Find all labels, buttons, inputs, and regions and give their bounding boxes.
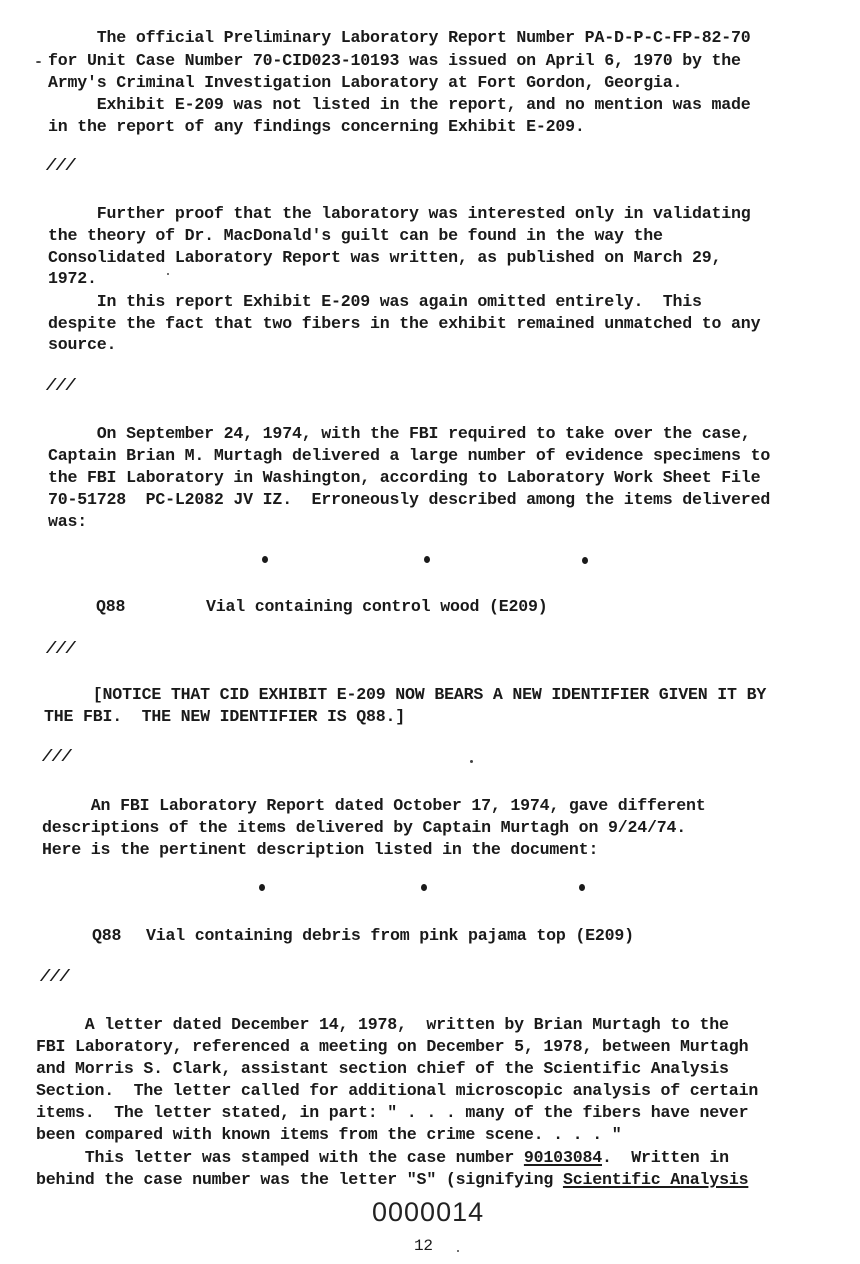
para2-line1: Further proof that the laboratory was interested only in validating [48, 204, 751, 223]
separator: /// [46, 639, 76, 658]
scan-speck [167, 273, 169, 275]
para3-line5: was: [48, 512, 88, 531]
para5-line7-end: . Written in [601, 1148, 729, 1167]
item2-description: Vial containing debris from pink pajama top (E209) [146, 926, 634, 945]
para3-line3: the FBI Laboratory in Washington, according to Laboratory Work Sheet File [48, 468, 761, 487]
para5-line5: items. The letter stated, in part: " . . . many of the fibers have never [36, 1103, 749, 1122]
para2-line4: 1972. [48, 269, 97, 288]
item1-code: Q88 [96, 597, 126, 616]
para2-line5: In this report Exhibit E-209 was again omitted entirely. This [48, 292, 702, 311]
para5-line3: and Morris S. Clark, assistant section chief of the Scientific Analysis [36, 1059, 729, 1078]
scan-speck [457, 1250, 459, 1252]
para1-line4: Exhibit E-209 was not listed in the report, and no mention was made [48, 95, 751, 114]
ellipsis-dot [262, 556, 268, 563]
separator: /// [46, 376, 76, 395]
separator: /// [42, 747, 72, 766]
notice-line2: THE FBI. THE NEW IDENTIFIER IS Q88.] [44, 707, 406, 726]
para5-line4: Section. The letter called for additional microscopic analysis of certain [36, 1081, 759, 1100]
para2-line7: source. [48, 335, 117, 354]
ellipsis-dot [259, 884, 265, 891]
para1-line3: Army's Criminal Investigation Laboratory at Fort Gordon, Georgia. [48, 73, 683, 92]
scan-speck [36, 61, 41, 63]
ellipsis-dot [582, 557, 588, 564]
para3-line4: 70-51728 PC-L2082 JV IZ. Erroneously described among the items delivered [48, 490, 771, 509]
para2-line3: Consolidated Laboratory Report was written, as published on March 29, [48, 248, 722, 267]
para2-line6: despite the fact that two fibers in the exhibit remained unmatched to any [48, 314, 761, 333]
para5-line2: FBI Laboratory, referenced a meeting on December 5, 1978, between Murtagh [36, 1037, 749, 1056]
para4-line2: descriptions of the items delivered by Captain Murtagh on 9/24/74. [42, 818, 687, 837]
separator: /// [46, 156, 76, 175]
bates-stamp: 0000014 [372, 1197, 485, 1227]
para5-line7 [36, 1147, 729, 1169]
notice-line1: [NOTICE THAT CID EXHIBIT E-209 NOW BEARS A NEW IDENTIFIER GIVEN IT BY [44, 685, 767, 704]
scientific-analysis-text: Scientific Analysis [562, 1170, 749, 1189]
ellipsis-dot [424, 556, 430, 563]
para5-line8-start: behind the case number was the letter "S" (signifying [36, 1170, 563, 1189]
item2-code: Q88 [92, 926, 122, 945]
para1-line1: The official Preliminary Laboratory Report Number PA-D-P-C-FP-82-70 [48, 28, 751, 47]
para4-line3: Here is the pertinent description listed in the document: [42, 840, 599, 859]
para4-line1: An FBI Laboratory Report dated October 17, 1974, gave different [42, 796, 706, 815]
page-number: 12 [414, 1237, 433, 1255]
para1-line5: in the report of any findings concerning Exhibit E-209. [48, 117, 585, 136]
para5-line8 [36, 1169, 748, 1191]
separator: /// [40, 967, 70, 986]
scan-speck [470, 760, 473, 763]
ellipsis-dot [579, 884, 585, 891]
para5-line1: A letter dated December 14, 1978, written by Brian Murtagh to the [36, 1015, 729, 1034]
para3-line1: On September 24, 1974, with the FBI required to take over the case, [48, 424, 751, 443]
para5-line6: been compared with known items from the crime scene. . . . " [36, 1125, 622, 1144]
para3-line2: Captain Brian M. Murtagh delivered a large number of evidence specimens to [48, 446, 771, 465]
item1-description: Vial containing control wood (E209) [206, 597, 548, 616]
para2-line2: the theory of Dr. MacDonald's guilt can be found in the way the [48, 226, 663, 245]
para5-line7-start: This letter was stamped with the case number [36, 1148, 524, 1167]
case-number: 90103084 [523, 1148, 602, 1167]
para1-line2: for Unit Case Number 70-CID023-10193 was issued on April 6, 1970 by the [48, 51, 741, 70]
ellipsis-dot [421, 884, 427, 891]
